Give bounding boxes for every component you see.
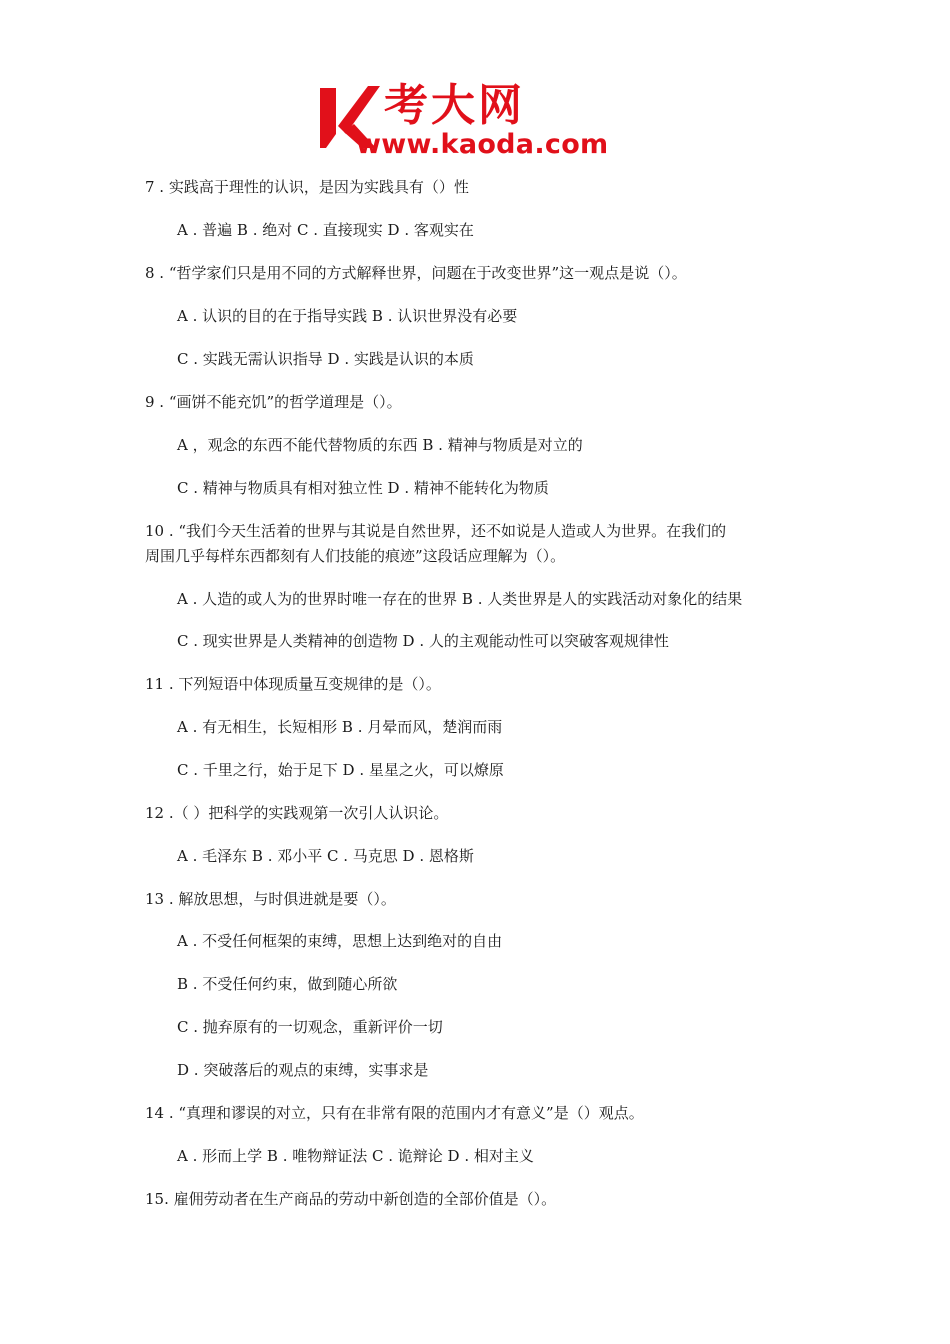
question-stem: 9 . “画饼不能充饥”的哲学道理是（）。 — [145, 393, 402, 411]
question-stem: 10 . “我们今天生活着的世界与其说是自然世界，还不如说是人造或人为世界。在我们的 — [145, 522, 727, 540]
kaoda-logo — [318, 82, 638, 160]
option-line: A . 有无相生，长短相形 B . 月晕而风，楚润而雨 — [177, 718, 503, 736]
question-stem-continued: 周围几乎每样东西都刻有人们技能的痕迹”这段话应理解为（）。 — [145, 547, 566, 565]
option-line: A . 人造的或人为的世界时唯一存在的世界 B . 人类世界是人的实践活动对象化的结果 — [177, 590, 743, 608]
option-line: A . 毛泽东 B . 邓小平 C . 马克思 D . 恩格斯 — [177, 847, 474, 865]
question-stem: 8 . “哲学家们只是用不同的方式解释世界，问题在于改变世界”这一观点是说（）。 — [145, 264, 687, 282]
option-line: A . 形而上学 B . 唯物辩证法 C . 诡辩论 D . 相对主义 — [177, 1147, 534, 1165]
option-line: C . 精神与物质具有相对独立性 D . 精神不能转化为物质 — [177, 479, 549, 497]
question-stem: 14 . “真理和谬误的对立，只有在非常有限的范围内才有意义”是（）观点。 — [145, 1104, 644, 1122]
question-stem: 13 . 解放思想，与时俱进就是要（）。 — [145, 890, 396, 908]
option-line: D . 突破落后的观点的束缚，实事求是 — [177, 1061, 429, 1079]
option-line: C . 抛弃原有的一切观念，重新评价一切 — [177, 1018, 443, 1036]
option-line: C . 现实世界是人类精神的创造物 D . 人的主观能动性可以突破客观规律性 — [177, 632, 669, 650]
question-stem: 7 . 实践高于理性的认识，是因为实践具有（）性 — [145, 178, 469, 196]
option-line: A . 普遍 B . 绝对 C . 直接现实 D . 客观实在 — [177, 221, 474, 239]
option-line: C . 千里之行，始于足下 D . 星星之火，可以燎原 — [177, 761, 504, 779]
logo-title: 考大网 — [384, 80, 525, 131]
option-line: A . 认识的目的在于指导实践 B . 认识世界没有必要 — [177, 307, 518, 325]
option-line: C . 实践无需认识指导 D . 实践是认识的本质 — [177, 350, 474, 368]
option-line: B . 不受任何约束，做到随心所欲 — [177, 975, 398, 993]
question-stem: 12 .（ ）把科学的实践观第一次引人认识论。 — [145, 804, 449, 822]
option-line: A ，观念的东西不能代替物质的东西 B . 精神与物质是对立的 — [177, 436, 583, 454]
option-line: A . 不受任何框架的束缚，思想上达到绝对的自由 — [177, 932, 503, 950]
logo-url: www.kaoda.com — [356, 129, 609, 160]
question-stem: 11 . 下列短语中体现质量互变规律的是（）。 — [145, 675, 441, 693]
question-stem: 15. 雇佣劳动者在生产商品的劳动中新创造的全部价值是（）。 — [145, 1190, 557, 1208]
